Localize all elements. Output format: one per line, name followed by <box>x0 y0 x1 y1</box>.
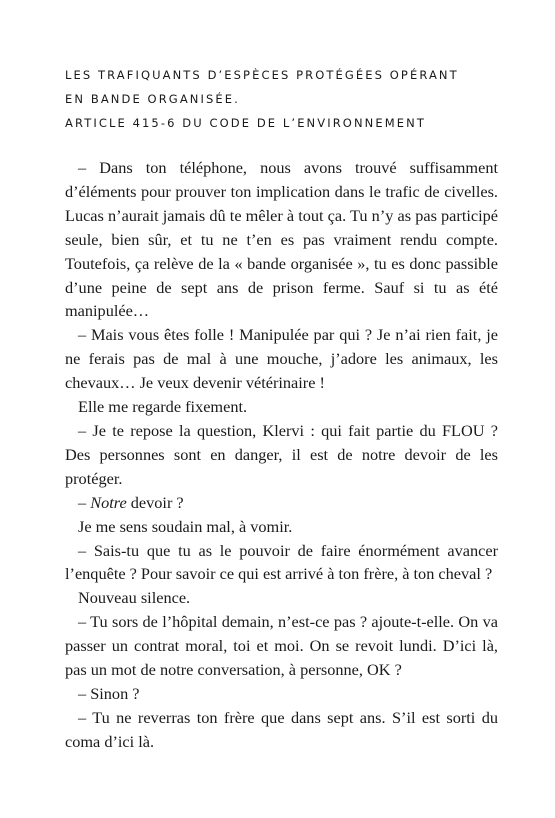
header-line-3: ARTICLE 415-6 DU CODE DE L’ENVIRONNEMENT <box>65 116 426 130</box>
body-text <box>65 156 498 754</box>
paragraph: – Sais-tu que tu as le pouvoir de faire énormément avancer l’enquête ? Pour savoir ce qui est arrivé à ton frère, à ton cheval ? <box>65 540 498 584</box>
paragraph <box>65 491 498 515</box>
chapter-header <box>65 63 498 135</box>
paragraph: Nouveau silence. <box>78 588 191 608</box>
paragraph: – Mais vous êtes folle ! Manipulée par qui ? Je n’ai rien fait, je ne ferais pas de mal à une mouche, j’adore les animaux, les chevaux… Je veux devenir vétérinaire ! <box>65 325 498 393</box>
header-line-1: LES TRAFIQUANTS D’ESPÈCES PROTÉGÉES OPÉRANT <box>65 68 459 82</box>
paragraph: Elle me regarde fixement. <box>78 397 248 417</box>
book-page <box>65 63 498 754</box>
paragraph: – Tu ne reverras ton frère que dans sept ans. S’il est sorti du coma d’ici là. <box>65 707 498 751</box>
paragraph: – Je te repose la question, Klervi : qui fait partie du FLOU ? Des personnes sont en danger, il est de notre devoir de les protéger. <box>65 420 498 488</box>
emphasized-word: Notre <box>90 492 127 512</box>
paragraph-suffix: devoir ? <box>126 492 184 512</box>
paragraph-prefix: – <box>78 492 91 512</box>
paragraph: – Sinon ? <box>78 683 140 703</box>
paragraph: – Dans ton téléphone, nous avons trouvé suffisamment d’éléments pour prouver ton implication dans le trafic de civelles. Lucas n’aurait jamais dû te mêler à tout ça. Tu n’y as pas participé seule, bien sûr, et tu ne t’en es pas vraiment rendu compte. Toutefois, ça relève de la « bande organisée », tu es donc passible d’une peine de sept ans de prison ferme. Sauf si tu as été manipulée… <box>65 158 498 321</box>
paragraph: Je me sens soudain mal, à vomir. <box>78 516 293 536</box>
header-line-2: EN BANDE ORGANISÉE. <box>65 92 240 106</box>
paragraph: – Tu sors de l’hôpital demain, n’est-ce pas ? ajoute-t-elle. On va passer un contrat moral, toi et moi. On se revoit lundi. D’ici là, pas un mot de notre conversation, à personne, OK ? <box>65 612 498 680</box>
